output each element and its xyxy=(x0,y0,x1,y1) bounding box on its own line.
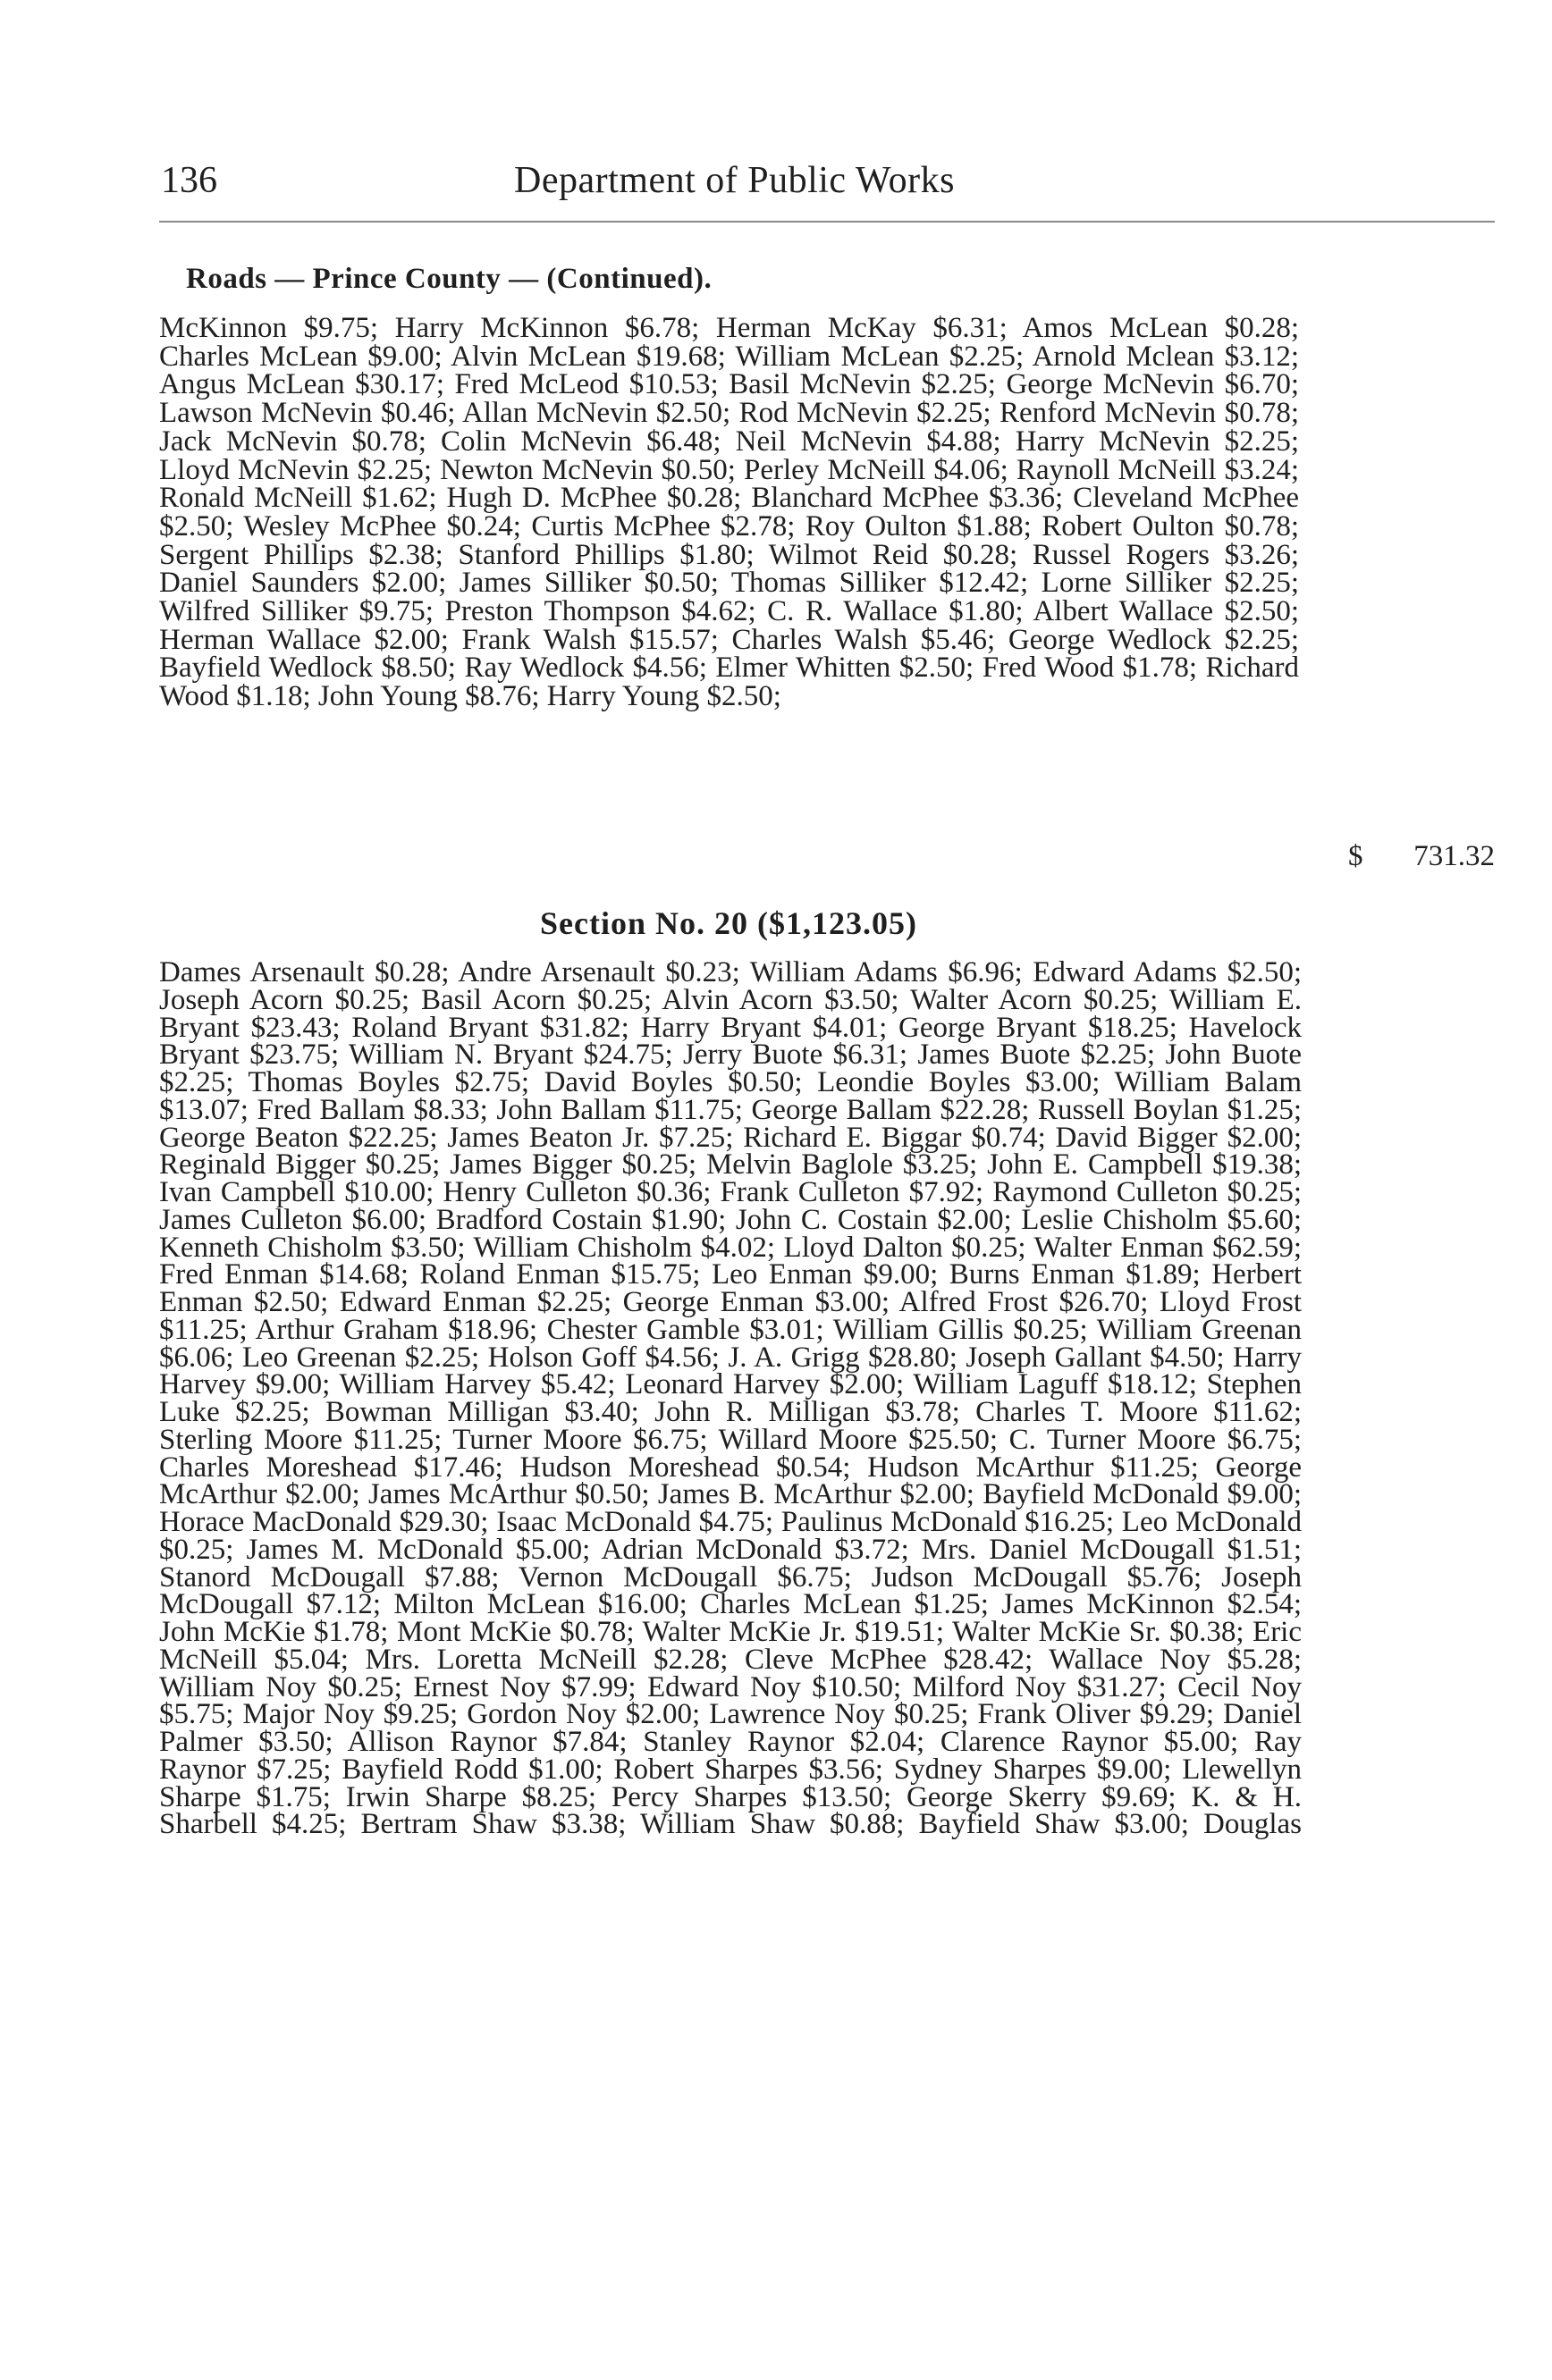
total-currency: $ xyxy=(1348,840,1363,872)
section-20-title: Section No. 20 ($1,123.05) xyxy=(540,905,917,941)
roads-heading: Roads — Prince County — (Continued). xyxy=(186,263,713,295)
page-number: 136 xyxy=(161,160,217,201)
continued-payments-paragraph: McKinnon $9.75; Harry McKinnon $6.78; Herman McKay $6.31; Amos McLean $0.28; Charles McLean $9.00; Alvin McLean $19.68; William McLean $2.25; Arnold Mclean $3.12; Angus McLean $30.17; Fred McLeod $10.53; Basil McNevin $2.25; George McNevin $6.70; Lawson McNevin $0.46; Allan McNevin $2.50; Rod McNevin $2.25; Renford McNevin $0.78; Jack McNevin $0.78; Colin McNevin $6.48; Neil McNevin $4.88; Harry McNevin $2.25; Lloyd McNevin $2.25; Newton McNevin $0.50; Perley McNeill $4.06; Raynoll McNeill $3.24; Ronald McNeill $1.62; Hugh D. McPhee $0.28; Blanchard McPhee $3.36; Cleveland McPhee $2.50; Wesley McPhee $0.24; Curtis McPhee $2.78; Roy Oulton $1.88; Robert Oulton $0.78; Sergent Phillips $2.38; Stanford Phillips $1.80; Wilmot Reid $0.28; Russel Rogers $3.26; Daniel Saunders $2.00; James Silliker $0.50; Thomas Silliker $12.42; Lorne Silliker $2.25; Wilfred Silliker $9.75; Preston Thompson $4.62; C. R. Wallace $1.80; Albert Wallace $2.50; Herman Wallace $2.00; Frank Walsh $15.57; Charles Walsh $5.46; George Wedlock $2.25; Bayfield Wedlock $8.50; Ray Wedlock $4.56; Elmer Whitten $2.50; Fred Wood $1.78; Richard Wood $1.18; John Young $8.76; Harry Young $2.50; xyxy=(159,312,1299,713)
running-title: Department of Public Works xyxy=(514,160,955,201)
section-total xyxy=(1348,840,1495,873)
total-amount: 731.32 xyxy=(1413,840,1495,872)
header-rule xyxy=(159,221,1495,223)
section-20-payments-paragraph: Dames Arsenault $0.28; Andre Arsenault $0.23; William Adams $6.96; Edward Adams $2.50; Joseph Acorn $0.25; Basil Acorn $0.25; Alvin Acorn $3.50; Walter Acorn $0.25; William E. Bryant $23.43; Roland Bryant $31.82; Harry Bryant $4.01; George Bryant $18.25; Havelock Bryant $23.75; William N. Bryant $24.75; Jerry Buote $6.31; James Buote $2.25; John Buote $2.25; Thomas Boyles $2.75; David Boyles $0.50; Leondie Boyles $3.00; William Balam $13.07; Fred Ballam $8.33; John Ballam $11.75; George Ballam $22.28; Russell Boylan $1.25; George Beaton $22.25; James Beaton Jr. $7.25; Richard E. Biggar $0.74; David Bigger $2.00; Reginald Bigger $0.25; James Bigger $0.25; Melvin Baglole $3.25; John E. Campbell $19.38; Ivan Campbell $10.00; Henry Culleton $0.36; Frank Culleton $7.92; Raymond Culleton $0.25; James Culleton $6.00; Bradford Costain $1.90; John C. Costain $2.00; Leslie Chisholm $5.60; Kenneth Chisholm $3.50; William Chisholm $4.02; Lloyd Dalton $0.25; Walter Enman $62.59; Fred Enman $14.68; Roland Enman $15.75; Leo Enman $9.00; Burns Enman $1.89; Herbert Enman $2.50; Edward Enman $2.25; George Enman $3.00; Alfred Frost $26.70; Lloyd Frost $11.25; Arthur Graham $18.96; Chester Gamble $3.01; William Gillis $0.25; William Greenan $6.06; Leo Greenan $2.25; Holson Goff $4.56; J. A. Grigg $28.80; Joseph Gallant $4.50; Harry Harvey $9.00; William Harvey $5.42; Leonard Harvey $2.00; William Laguff $18.12; Stephen Luke $2.25; Bowman Milligan $3.40; John R. Milligan $3.78; Charles T. Moore $11.62; Sterling Moore $11.25; Turner Moore $6.75; Willard Moore $25.50; C. Turner Moore $6.75; Charles Moreshead $17.46; Hudson Moreshead $0.54; Hudson McArthur $11.25; George McArthur $2.00; James McArthur $0.50; James B. McArthur $2.00; Bayfield McDonald $9.00; Horace MacDonald $29.30; Isaac McDonald $4.75; Paulinus McDonald $16.25; Leo McDonald $0.25; James M. McDonald $5.00; Adrian McDonald $3.72; Mrs. Daniel McDougall $1.51; Stanord McDougall $7.88; Vernon McDougall $6.75; Judson McDougall $5.76; Joseph McDougall $7.12; Milton McLean $16.00; Charles McLean $1.25; James McKinnon $2.54; John McKie $1.78; Mont McKie $0.78; Walter McKie Jr. $19.51; Walter McKie Sr. $0.38; Eric McNeill $5.04; Mrs. Loretta McNeill $2.28; Cleve McPhee $28.42; Wallace Noy $5.28; William Noy $0.25; Ernest Noy $7.99; Edward Noy $10.50; Milford Noy $31.27; Cecil Noy $5.75; Major Noy $9.25; Gordon Noy $2.00; Lawrence Noy $0.25; Frank Oliver $9.29; Daniel Palmer $3.50; Allison Raynor $7.84; Stanley Raynor $2.04; Clarence Raynor $5.00; Ray Raynor $7.25; Bayfield Rodd $1.00; Robert Sharpes $3.56; Sydney Sharpes $9.00; Llewellyn Sharpe $1.75; Irwin Sharpe $8.25; Percy Sharpes $13.50; George Skerry $9.69; K. & H. Sharbell $4.25; Bertram Shaw $3.38; William Shaw $0.88; Bayfield Shaw $3.00; Douglas xyxy=(159,956,1302,1841)
page-header xyxy=(161,159,1495,209)
